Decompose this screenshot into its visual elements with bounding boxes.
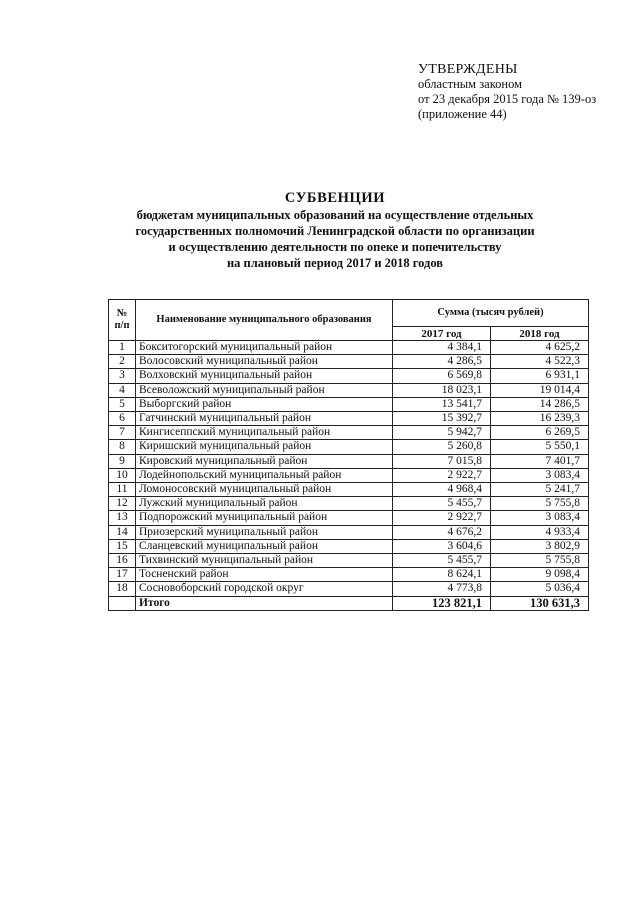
row-2018: 4 625,2 bbox=[491, 341, 589, 355]
document-title bbox=[100, 190, 570, 271]
approval-line-appendix: (приложение 44) bbox=[418, 107, 507, 121]
header-name: Наименование муниципального образования bbox=[136, 300, 393, 341]
row-name: Тосненский район bbox=[136, 568, 393, 582]
table-row bbox=[109, 355, 589, 369]
row-num: 1 bbox=[109, 341, 136, 355]
table-row bbox=[109, 554, 589, 568]
row-name: Сланцевский муниципальный район bbox=[136, 539, 393, 553]
row-2017: 5 455,7 bbox=[393, 554, 491, 568]
row-name: Выборгский район bbox=[136, 397, 393, 411]
row-num: 15 bbox=[109, 539, 136, 553]
row-num: 17 bbox=[109, 568, 136, 582]
row-2017: 5 260,8 bbox=[393, 440, 491, 454]
row-2017: 6 569,8 bbox=[393, 369, 491, 383]
row-num: 14 bbox=[109, 525, 136, 539]
title-main: СУБВЕНЦИИ bbox=[284, 190, 386, 206]
header-year-2017: 2017 год bbox=[393, 327, 491, 341]
row-2018: 6 269,5 bbox=[491, 426, 589, 440]
table-row bbox=[109, 412, 589, 426]
row-2018: 3 083,4 bbox=[491, 511, 589, 525]
row-2017: 3 604,6 bbox=[393, 539, 491, 553]
row-name: Ломоносовский муниципальный район bbox=[136, 483, 393, 497]
row-name: Лодейнопольский муниципальный район bbox=[136, 468, 393, 482]
row-2017: 15 392,7 bbox=[393, 412, 491, 426]
table-row bbox=[109, 539, 589, 553]
row-num: 10 bbox=[109, 468, 136, 482]
row-2017: 13 541,7 bbox=[393, 397, 491, 411]
row-num: 18 bbox=[109, 582, 136, 596]
approval-line-date: от 23 декабря 2015 года № 139-оз bbox=[418, 92, 597, 106]
row-2017: 4 773,8 bbox=[393, 582, 491, 596]
row-name: Лужский муниципальный район bbox=[136, 497, 393, 511]
row-2017: 8 624,1 bbox=[393, 568, 491, 582]
row-2018: 6 931,1 bbox=[491, 369, 589, 383]
row-name: Кингисеппский муниципальный район bbox=[136, 426, 393, 440]
row-name: Гатчинский муниципальный район bbox=[136, 412, 393, 426]
table-row bbox=[109, 426, 589, 440]
row-name: Бокситогорский муниципальный район bbox=[136, 341, 393, 355]
row-2017: 4 676,2 bbox=[393, 525, 491, 539]
row-name: Кировский муниципальный район bbox=[136, 454, 393, 468]
row-2018: 9 098,4 bbox=[491, 568, 589, 582]
row-2018: 4 933,4 bbox=[491, 525, 589, 539]
header-sum: Сумма (тысяч рублей) bbox=[393, 300, 589, 327]
table-row bbox=[109, 483, 589, 497]
row-name: Киришский муниципальный район bbox=[136, 440, 393, 454]
row-num: 7 bbox=[109, 426, 136, 440]
row-2018: 4 522,3 bbox=[491, 355, 589, 369]
row-2018: 3 083,4 bbox=[491, 468, 589, 482]
row-2018: 3 802,9 bbox=[491, 539, 589, 553]
table-row bbox=[109, 468, 589, 482]
row-2017: 2 922,7 bbox=[393, 468, 491, 482]
table-row bbox=[109, 397, 589, 411]
row-2018: 16 239,3 bbox=[491, 412, 589, 426]
approval-heading: УТВЕРЖДЕНЫ bbox=[418, 62, 518, 77]
table-row bbox=[109, 497, 589, 511]
row-2017: 2 922,7 bbox=[393, 511, 491, 525]
row-2018: 5 755,8 bbox=[491, 497, 589, 511]
row-2018: 19 014,4 bbox=[491, 383, 589, 397]
table-row bbox=[109, 454, 589, 468]
row-2017: 5 455,7 bbox=[393, 497, 491, 511]
table-body bbox=[109, 341, 589, 597]
row-2017: 4 286,5 bbox=[393, 355, 491, 369]
row-2018: 5 036,4 bbox=[491, 582, 589, 596]
approval-block bbox=[418, 62, 596, 122]
row-name: Волосовский муниципальный район bbox=[136, 355, 393, 369]
table-row bbox=[109, 383, 589, 397]
row-num: 11 bbox=[109, 483, 136, 497]
row-num: 16 bbox=[109, 554, 136, 568]
row-2018: 5 241,7 bbox=[491, 483, 589, 497]
row-2017: 4 968,4 bbox=[393, 483, 491, 497]
row-2017: 7 015,8 bbox=[393, 454, 491, 468]
table-row bbox=[109, 511, 589, 525]
title-line-2: государственных полномочий Ленинградской области по организации bbox=[135, 224, 535, 238]
table-row bbox=[109, 440, 589, 454]
row-num: 3 bbox=[109, 369, 136, 383]
row-name: Сосновоборский городской округ bbox=[136, 582, 393, 596]
table-row bbox=[109, 582, 589, 596]
row-num: 2 bbox=[109, 355, 136, 369]
row-2018: 5 550,1 bbox=[491, 440, 589, 454]
header-year-2018: 2018 год bbox=[491, 327, 589, 341]
row-name: Подпорожский муниципальный район bbox=[136, 511, 393, 525]
total-label: Итого bbox=[136, 596, 393, 610]
row-2018: 7 401,7 bbox=[491, 454, 589, 468]
table-row bbox=[109, 568, 589, 582]
row-2017: 18 023,1 bbox=[393, 383, 491, 397]
total-2018: 130 631,3 bbox=[491, 596, 589, 610]
total-2017: 123 821,1 bbox=[393, 596, 491, 610]
row-name: Тихвинский муниципальный район bbox=[136, 554, 393, 568]
title-line-3: и осуществлению деятельности по опеке и попечительству bbox=[168, 240, 502, 254]
row-2017: 4 384,1 bbox=[393, 341, 491, 355]
table-row bbox=[109, 341, 589, 355]
row-name: Всеволожский муниципальный район bbox=[136, 383, 393, 397]
total-num bbox=[109, 596, 136, 610]
table-row bbox=[109, 525, 589, 539]
title-line-4: на плановый период 2017 и 2018 годов bbox=[226, 256, 444, 270]
row-num: 6 bbox=[109, 412, 136, 426]
row-num: 4 bbox=[109, 383, 136, 397]
row-num: 9 bbox=[109, 454, 136, 468]
subventions-table bbox=[108, 299, 589, 611]
row-num: 5 bbox=[109, 397, 136, 411]
row-name: Волховский муниципальный район bbox=[136, 369, 393, 383]
row-2018: 14 286,5 bbox=[491, 397, 589, 411]
row-2018: 5 755,8 bbox=[491, 554, 589, 568]
approval-line-law: областным законом bbox=[418, 77, 523, 91]
row-name: Приозерский муниципальный район bbox=[136, 525, 393, 539]
header-num: № п/п bbox=[109, 300, 136, 341]
row-num: 12 bbox=[109, 497, 136, 511]
table-row bbox=[109, 369, 589, 383]
row-2017: 5 942,7 bbox=[393, 426, 491, 440]
total-row bbox=[109, 596, 589, 610]
row-num: 13 bbox=[109, 511, 136, 525]
title-line-1: бюджетам муниципальных образований на осуществление отдельных bbox=[136, 208, 534, 222]
row-num: 8 bbox=[109, 440, 136, 454]
